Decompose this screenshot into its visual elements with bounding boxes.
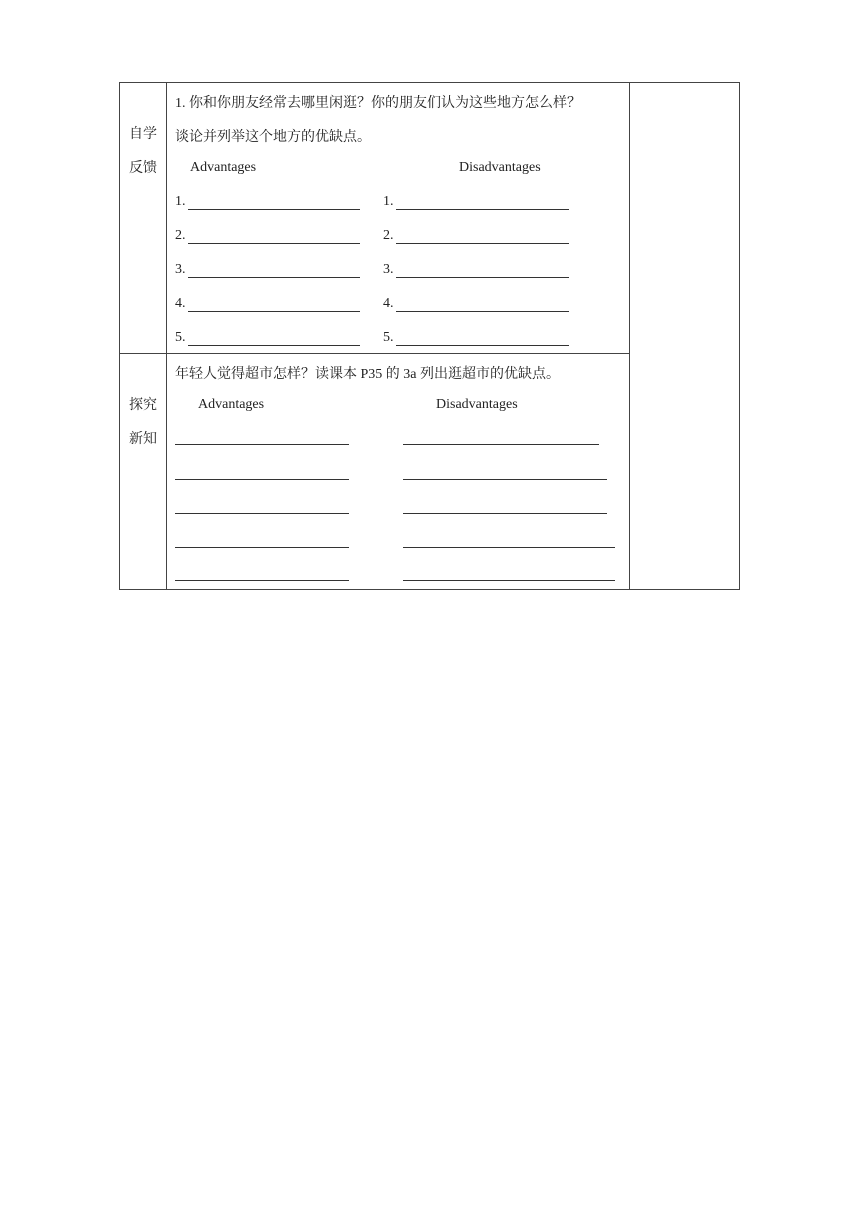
section2-label-line1: 探究 (129, 398, 157, 413)
column-divider-notes (629, 83, 630, 589)
section2-disadvantage-blank[interactable] (403, 444, 599, 445)
advantage-number: 4. (175, 296, 186, 311)
disadvantage-blank-1[interactable] (396, 209, 569, 210)
disadvantage-number: 5. (383, 330, 394, 345)
disadvantage-item-4 (383, 296, 394, 312)
section1-disadvantages-heading: Disadvantages (459, 160, 541, 175)
section2-advantage-blank[interactable] (175, 580, 349, 581)
disadvantage-number: 1. (383, 194, 394, 209)
section2-disadvantage-blank[interactable] (403, 513, 607, 514)
disadvantage-number: 4. (383, 296, 394, 311)
section1-label-line1: 自学 (129, 127, 157, 142)
advantage-blank-5[interactable] (188, 345, 360, 346)
section2-label-line2: 新知 (129, 432, 157, 447)
advantage-item-1 (175, 194, 186, 210)
advantage-blank-1[interactable] (188, 209, 360, 210)
advantage-item-4 (175, 296, 186, 312)
disadvantage-number: 3. (383, 262, 394, 277)
section2-advantage-blank[interactable] (175, 513, 349, 514)
section1-question-line1: 1. 你和你朋友经常去哪里闲逛？你的朋友们认为这些地方怎么样？ (175, 96, 581, 111)
advantage-number: 5. (175, 330, 186, 345)
advantage-item-5 (175, 330, 186, 346)
disadvantage-number: 2. (383, 228, 394, 243)
section2-question: 年轻人觉得超市怎样？读课本 P35 的 3a 列出逛超市的优缺点。 (175, 367, 560, 382)
advantage-number: 2. (175, 228, 186, 243)
disadvantage-blank-3[interactable] (396, 277, 569, 278)
advantage-number: 3. (175, 262, 186, 277)
advantage-blank-3[interactable] (188, 277, 360, 278)
section2-disadvantage-blank[interactable] (403, 580, 615, 581)
section2-disadvantage-blank[interactable] (403, 547, 615, 548)
advantage-item-3 (175, 262, 186, 278)
disadvantage-blank-4[interactable] (396, 311, 569, 312)
section2-advantages-heading: Advantages (198, 397, 265, 412)
section2-disadvantages-heading: Disadvantages (436, 397, 518, 412)
advantage-blank-4[interactable] (188, 311, 360, 312)
disadvantage-item-2 (383, 228, 394, 244)
disadvantage-blank-5[interactable] (396, 345, 569, 346)
column-divider-label (166, 83, 167, 589)
section1-advantages-heading: Advantages (190, 160, 257, 175)
advantage-number: 1. (175, 194, 186, 209)
disadvantage-item-3 (383, 262, 394, 278)
row-divider (120, 353, 630, 354)
section2-advantage-blank[interactable] (175, 547, 349, 548)
section1-question-line2: 谈论并列举这个地方的优缺点。 (175, 130, 371, 145)
advantage-blank-2[interactable] (188, 243, 360, 244)
disadvantage-item-1 (383, 194, 394, 210)
section2-advantage-blank[interactable] (175, 479, 349, 480)
section2-disadvantage-blank[interactable] (403, 479, 607, 480)
section2-advantage-blank[interactable] (175, 444, 349, 445)
disadvantage-blank-2[interactable] (396, 243, 569, 244)
worksheet-table (119, 82, 740, 590)
disadvantage-item-5 (383, 330, 394, 346)
advantage-item-2 (175, 228, 186, 244)
section1-label-line2: 反馈 (129, 161, 157, 176)
